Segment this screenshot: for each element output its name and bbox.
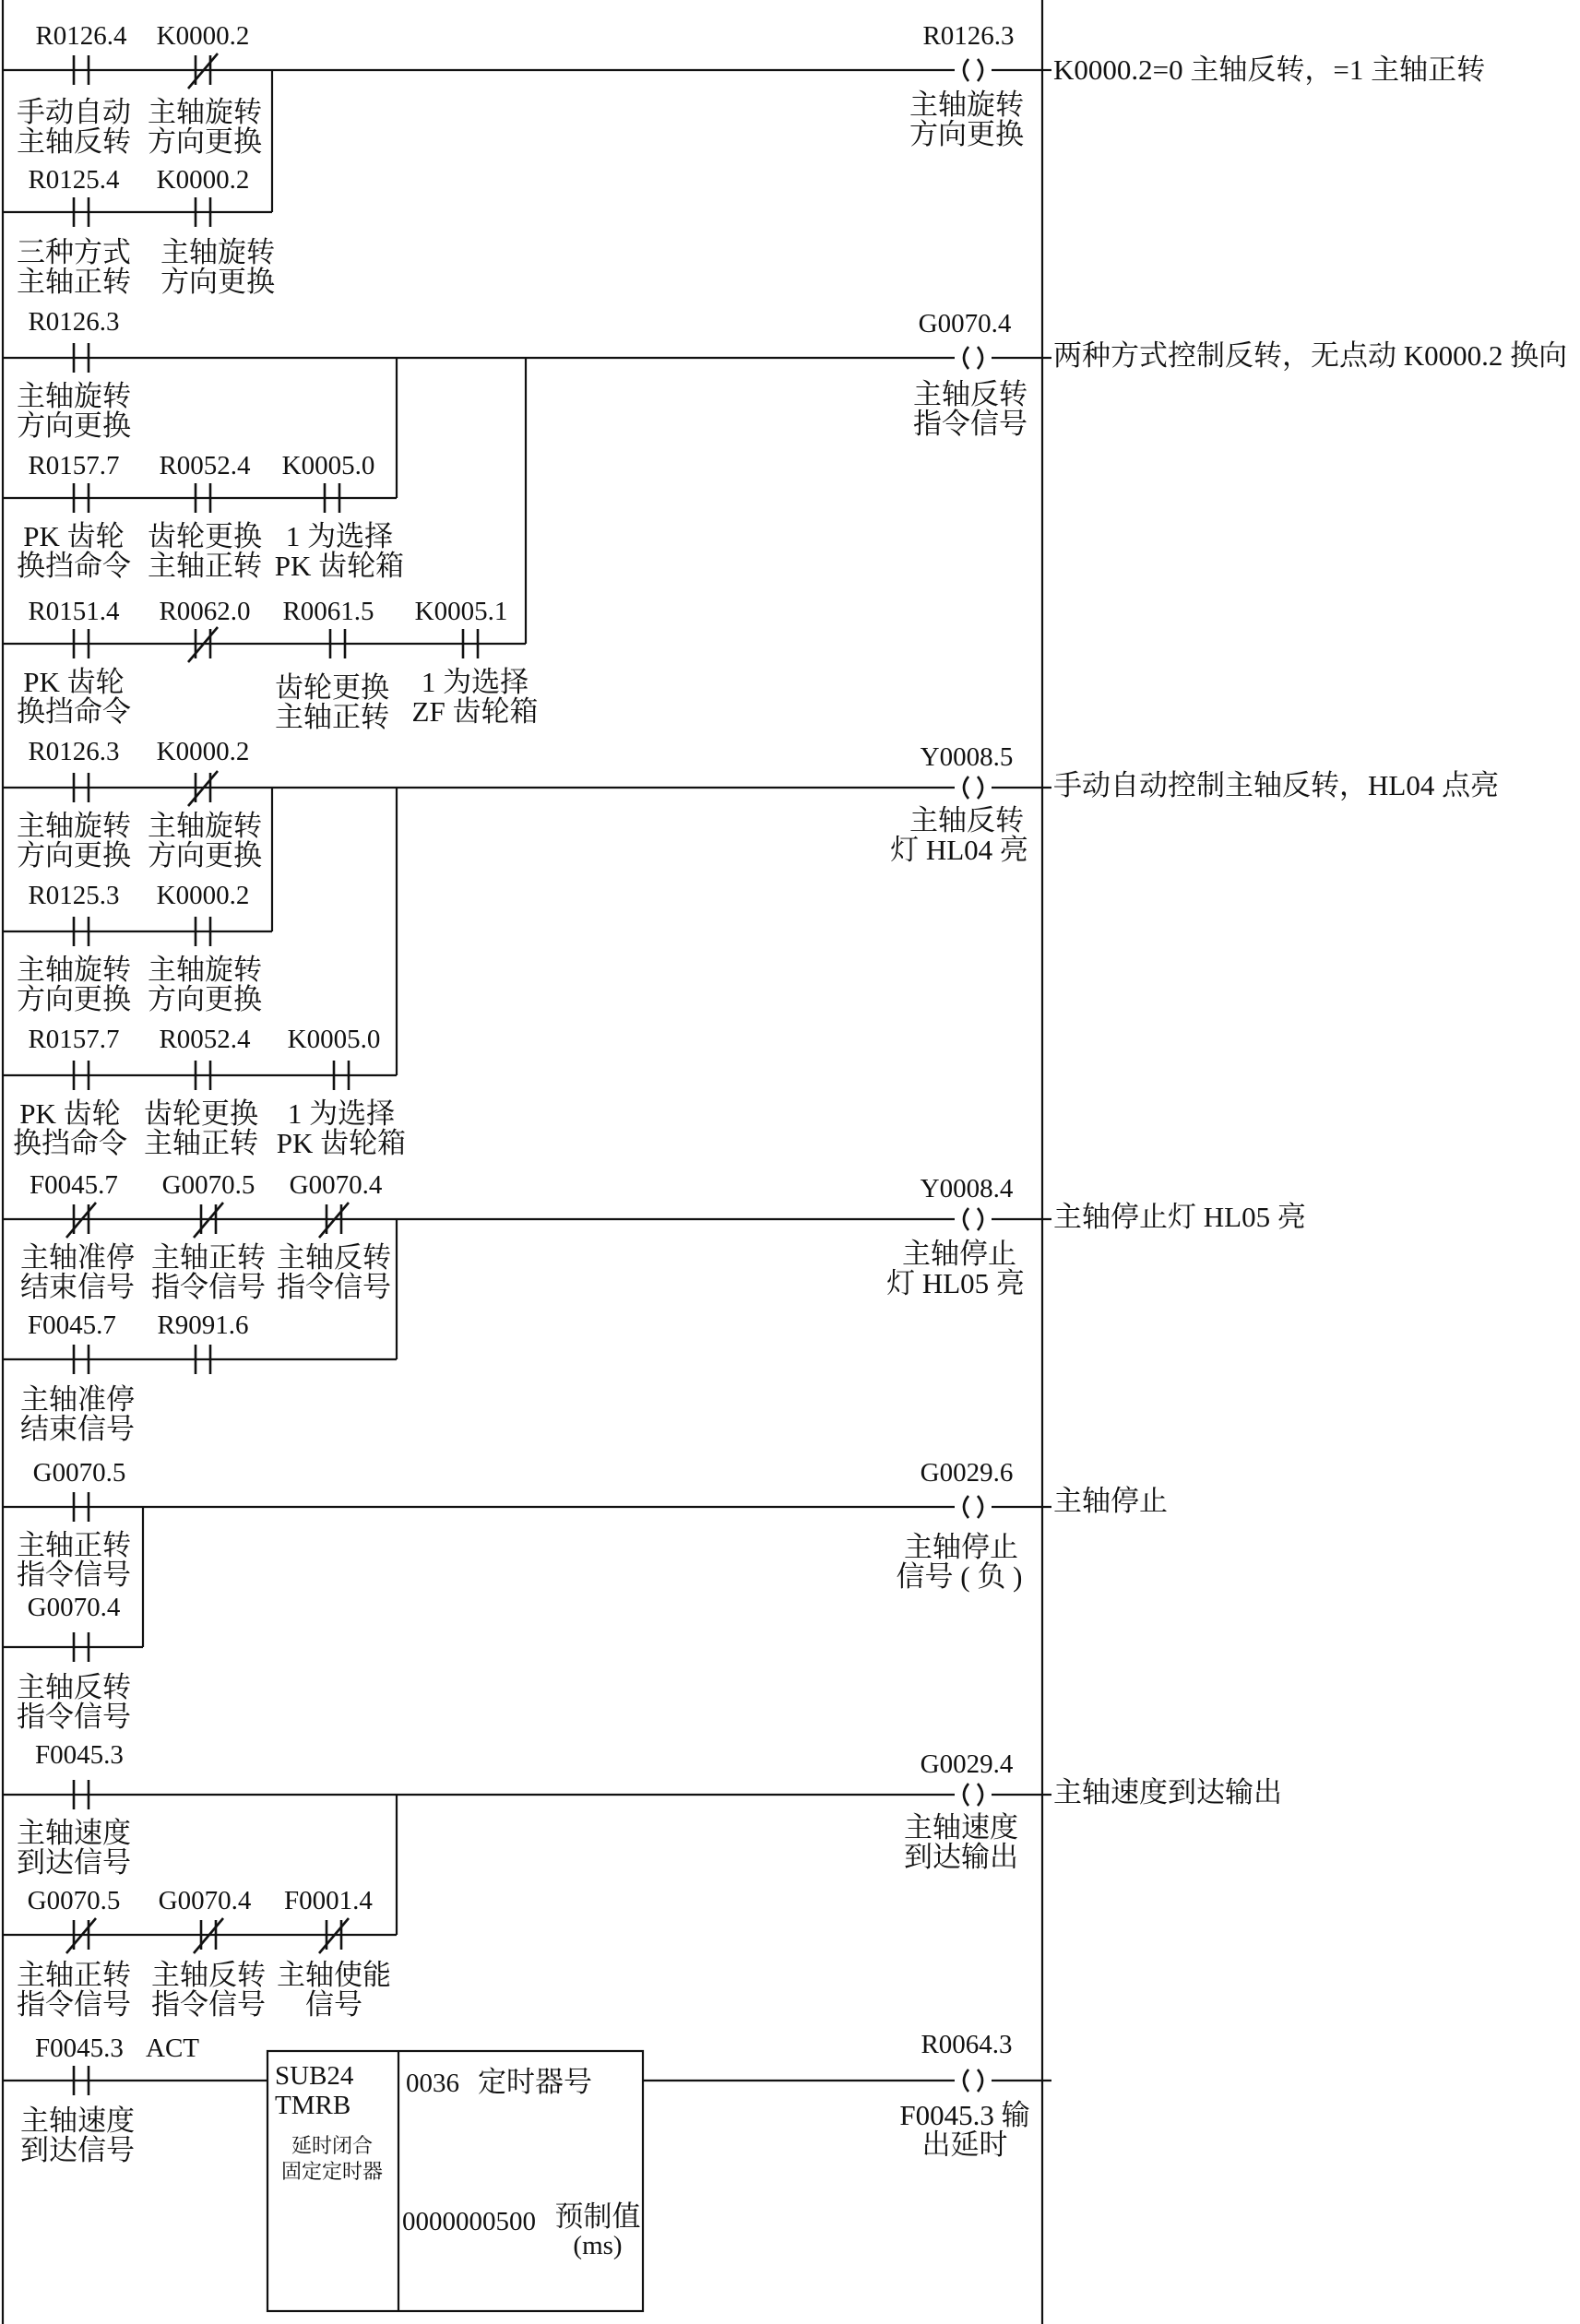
coil-address: R0064.3 [921, 2030, 1013, 2059]
contact-label: 换挡命令 [17, 695, 131, 728]
contact-address: R0126.4 [35, 21, 127, 51]
timer-description: 延时闭合 [291, 2134, 374, 2157]
contact-address: R0052.4 [159, 451, 251, 480]
contact-label: 方向更换 [17, 983, 131, 1015]
contact-address: G0070.4 [27, 1593, 121, 1622]
rung-comment: 两种方式控制反转，无点动 K0000.2 换向 [1053, 339, 1568, 372]
coil-address: G0070.4 [918, 309, 1012, 338]
coil-label: 主轴停止 [904, 1531, 1018, 1563]
timer-sub-number: SUB24 [275, 2061, 354, 2091]
coil-label: 出延时 [921, 2128, 1008, 2161]
contact-label: 1 为选择 [285, 520, 394, 552]
contact-address: R9091.6 [157, 1310, 249, 1340]
coil-address: R0126.3 [922, 21, 1015, 51]
coil-address: Y0008.5 [920, 742, 1014, 772]
contact-label: 1 为选择 [421, 666, 529, 698]
contact-label: 主轴反转 [151, 1959, 266, 1991]
coil-label: 主轴停止 [902, 1238, 1016, 1270]
coil-address: Y0008.4 [920, 1174, 1014, 1204]
contact-label: 指令信号 [17, 1701, 131, 1733]
coil [964, 1496, 982, 1518]
rung-5 [3, 1458, 1168, 1733]
contact-label: 方向更换 [17, 839, 131, 872]
contact-label: 主轴旋转 [17, 380, 131, 412]
contact-label: PK 齿轮 [23, 520, 125, 552]
contact-label: 齿轮更换 [144, 1097, 258, 1130]
contact-address: R0061.5 [282, 597, 374, 626]
contact-label: 主轴正转 [151, 1241, 266, 1274]
contact-address: R0125.3 [28, 881, 120, 910]
timer-block [267, 2051, 643, 2311]
contact-label: 齿轮更换 [148, 520, 262, 552]
coil-label: 主轴反转 [913, 378, 1028, 410]
contact-label: 主轴旋转 [148, 810, 262, 842]
contact-address: R0151.4 [28, 597, 120, 626]
coil-label: 指令信号 [913, 408, 1028, 440]
contact-address: R0126.3 [28, 737, 120, 766]
contact-label: 1 为选择 [287, 1097, 396, 1130]
contact-address: F0001.4 [284, 1886, 373, 1915]
contact-address: K0000.2 [156, 21, 250, 51]
coil [964, 1208, 982, 1230]
contact-label: 方向更换 [148, 839, 262, 872]
rung-4 [3, 1170, 1306, 1445]
contact-label: PK 齿轮箱 [276, 1127, 407, 1159]
timer-preset-value: 0000000500 [402, 2207, 536, 2236]
contact-label: 指令信号 [17, 1559, 131, 1591]
contact-label: 主轴反转 [17, 1671, 131, 1703]
contact-label: 主轴正转 [17, 1529, 131, 1561]
contact-address: R0126.3 [28, 307, 120, 337]
coil-label: 灯 HL05 亮 [886, 1267, 1025, 1299]
contact-label: 信号 [305, 1988, 362, 2021]
coil-address: G0029.4 [920, 1749, 1014, 1779]
contact-label: 指令信号 [151, 1988, 266, 2021]
contact-address: R0052.4 [159, 1025, 251, 1054]
contact-label: 到达信号 [20, 2134, 135, 2166]
contact-label: 主轴正转 [144, 1127, 258, 1159]
coil-label: 方向更换 [909, 118, 1024, 150]
coil-label: 灯 HL04 亮 [890, 834, 1028, 866]
contact-address: F0045.7 [30, 1170, 118, 1200]
contact-address: K0000.2 [156, 737, 250, 766]
contact-label: PK 齿轮箱 [274, 550, 405, 582]
rung-7 [3, 2030, 1051, 2311]
contact-address: K0005.0 [287, 1025, 381, 1054]
contact-label: 主轴旋转 [160, 236, 275, 268]
contact-address: K0005.0 [281, 451, 375, 480]
rung-comment: 手动自动控制主轴反转，HL04 点亮 [1053, 769, 1500, 801]
contact-label: 主轴正转 [148, 550, 262, 582]
contact-label: 换挡命令 [13, 1127, 127, 1159]
contact-label: 方向更换 [17, 409, 131, 442]
timer-number-label: 定时器号 [478, 2066, 592, 2098]
coil-label: F0045.3 输 [899, 2099, 1030, 2131]
contact-label: ZF 齿轮箱 [411, 695, 539, 728]
rung-comment: 主轴停止 [1053, 1485, 1168, 1517]
timer-preset-label: 预制值 [554, 2200, 641, 2233]
contact-address: K0005.1 [414, 597, 508, 626]
coil-label: 主轴反转 [909, 804, 1024, 836]
timer-preset-unit: (ms) [573, 2231, 623, 2260]
contact-label: 主轴速度 [20, 2105, 135, 2137]
contact-address: G0070.5 [27, 1886, 121, 1915]
contact-label: 结束信号 [20, 1413, 135, 1445]
coil-label: 主轴旋转 [909, 89, 1024, 121]
coil [964, 2069, 982, 2092]
coil-label: 到达输出 [904, 1841, 1018, 1873]
contact-label: 换挡命令 [17, 550, 131, 582]
contact-address: G0070.5 [32, 1458, 126, 1488]
rung-comment: 主轴速度到达输出 [1053, 1776, 1282, 1808]
contact-label: 指令信号 [151, 1271, 266, 1303]
contact-address: R0062.0 [159, 597, 251, 626]
contact-address: G0070.4 [289, 1170, 383, 1200]
contact-label: 齿轮更换 [275, 671, 389, 704]
coil [964, 347, 982, 369]
contact-address: R0125.4 [28, 165, 120, 195]
rung-2 [3, 307, 1567, 733]
contact-label: 三种方式 [17, 236, 131, 268]
contact-label: 主轴使能 [277, 1959, 391, 1991]
timer-function-name: TMRB [275, 2091, 351, 2120]
contact-label: 主轴旋转 [148, 954, 262, 986]
coil [964, 59, 982, 81]
contact-address: F0045.3 [35, 1740, 124, 1770]
contact-label: 手动自动 [17, 96, 131, 128]
timer-number: 0036 [406, 2069, 459, 2098]
rung-6 [3, 1740, 1282, 2021]
coil [964, 1784, 982, 1806]
rung-3 [3, 737, 1499, 1159]
contact-address: R0157.7 [28, 451, 120, 480]
contact-address: R0157.7 [28, 1025, 120, 1054]
coil [964, 777, 982, 799]
contact-label: 主轴正转 [275, 701, 389, 733]
contact-label: 方向更换 [148, 125, 262, 158]
contact-label: 主轴正转 [17, 1959, 131, 1991]
coil-label: 主轴速度 [904, 1811, 1018, 1844]
contact-address: F0045.7 [28, 1310, 116, 1340]
contact-address: G0070.5 [161, 1170, 255, 1200]
act-label: ACT [146, 2034, 199, 2063]
rung-1 [3, 21, 1485, 298]
timer-description: 固定定时器 [280, 2160, 384, 2183]
contact-label: 主轴反转 [277, 1241, 391, 1274]
contact-label: 主轴速度 [17, 1817, 131, 1849]
contact-address: F0045.3 [35, 2034, 124, 2063]
contact-label: 指令信号 [17, 1988, 131, 2021]
contact-label: 指令信号 [277, 1271, 391, 1303]
coil-address: G0029.6 [920, 1458, 1014, 1488]
contact-label: 结束信号 [20, 1271, 135, 1303]
contact-label: 方向更换 [148, 983, 262, 1015]
contact-label: 主轴反转 [17, 125, 131, 158]
contact-label: 主轴旋转 [148, 96, 262, 128]
rung-comment: K0000.2=0 主轴反转，=1 主轴正转 [1053, 53, 1486, 86]
contact-address: K0000.2 [156, 165, 250, 195]
contact-label: 方向更换 [160, 266, 275, 298]
contact-label: 到达信号 [17, 1846, 131, 1879]
contact-address: G0070.4 [158, 1886, 252, 1915]
contact-label: 主轴准停 [20, 1241, 135, 1274]
contact-label: PK 齿轮 [23, 666, 125, 698]
contact-label: 主轴正转 [17, 266, 131, 298]
rung-comment: 主轴停止灯 HL05 亮 [1053, 1201, 1306, 1233]
contact-label: 主轴准停 [20, 1383, 135, 1416]
contact-label: 主轴旋转 [17, 954, 131, 986]
contact-label: 主轴旋转 [17, 810, 131, 842]
contact-address: K0000.2 [156, 881, 250, 910]
coil-label: 信号 ( 负 ) [896, 1560, 1023, 1593]
contact-label: PK 齿轮 [19, 1097, 121, 1130]
